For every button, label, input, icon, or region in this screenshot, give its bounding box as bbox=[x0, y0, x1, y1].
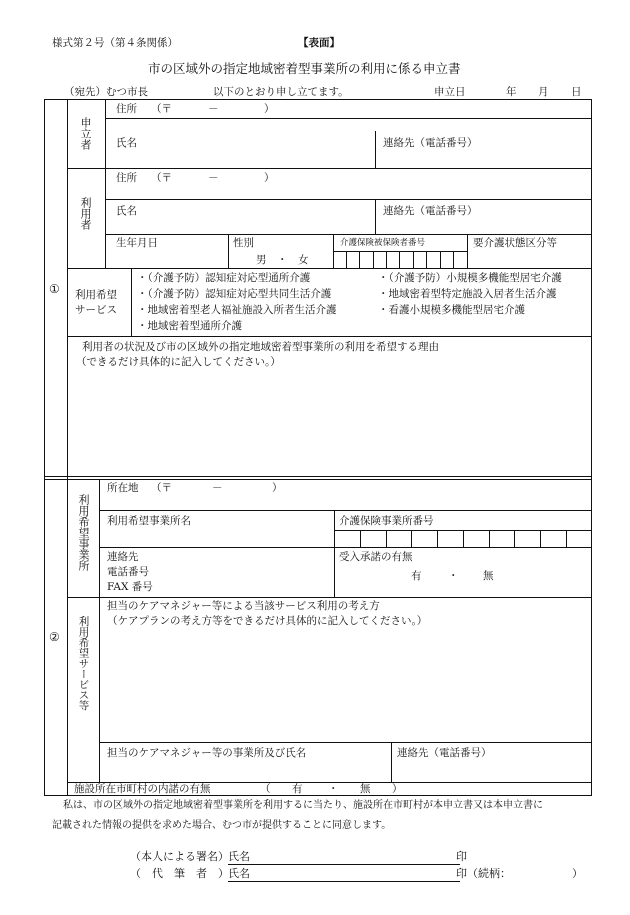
municipality-dot: ・ bbox=[328, 783, 339, 795]
user-sex-label: 性別 bbox=[233, 237, 254, 249]
addressee: （宛先）むつ市長 bbox=[64, 86, 148, 98]
user-postal-close: ） bbox=[264, 172, 275, 184]
applicant-label: 申立者 bbox=[79, 117, 92, 150]
office-contact-3: FAX 番号 bbox=[107, 581, 153, 593]
office-label: 利用希望事業所 bbox=[77, 494, 90, 571]
reason-label: 利用者の状況及び市の区域外の指定地域密着型事業所の利用を希望する理由 bbox=[82, 341, 439, 353]
user-bottom-line bbox=[67, 268, 592, 269]
insured-cell-divider bbox=[373, 251, 374, 268]
office-no-cell-divider bbox=[566, 530, 567, 547]
user-insured-grid-top bbox=[333, 251, 467, 252]
office-contact-1: 連絡先 bbox=[107, 551, 139, 563]
side-label: 【表面】 bbox=[298, 37, 340, 49]
statement: 以下のとおり申し立てます。 bbox=[213, 86, 349, 98]
section-divider bbox=[44, 476, 592, 477]
user-address-label: 住所 bbox=[116, 172, 137, 184]
applicant-name-label: 氏名 bbox=[116, 137, 137, 149]
user-care-divider bbox=[467, 234, 468, 268]
section2-label-divider bbox=[99, 479, 100, 782]
municipality-close: ） bbox=[392, 783, 403, 795]
user-name-line bbox=[105, 234, 592, 235]
applicant-address-label: 住所 bbox=[116, 103, 137, 115]
office-no-divider bbox=[334, 510, 335, 597]
office-no-cell-divider bbox=[411, 530, 412, 547]
user-postal-open: （〒 bbox=[151, 172, 172, 184]
office-no-label: 介護保険事業所番号 bbox=[339, 515, 434, 527]
insured-cell-divider bbox=[453, 251, 454, 268]
office-no-cell-divider bbox=[540, 530, 541, 547]
service2-label: 利用希望サービス等 bbox=[77, 616, 90, 711]
insured-cell-divider bbox=[413, 251, 414, 268]
office-postal-open: （〒 bbox=[151, 482, 172, 494]
date-label: 申立日 bbox=[434, 86, 466, 98]
self-signature-label: （本人による署名） bbox=[130, 850, 229, 863]
user-label: 利用者 bbox=[79, 197, 92, 230]
care-view-note: （ケアプランの考え方等をできるだけ具体的に記入してください。） bbox=[107, 615, 428, 627]
form-frame bbox=[44, 99, 592, 796]
service-item: ・（介護予防）認知症対応型通所介護 bbox=[137, 272, 311, 284]
service-item: ・地域密着型通所介護 bbox=[137, 320, 242, 332]
office-postal-dash: － bbox=[212, 482, 223, 494]
year-label: 年 bbox=[506, 86, 517, 98]
municipality-open: （ bbox=[260, 783, 271, 795]
office-postal-close: ） bbox=[272, 482, 283, 494]
service-label-divider bbox=[131, 268, 132, 336]
insured-cell-divider bbox=[440, 251, 441, 268]
page-title: 市の区域外の指定地域密着型事業所の利用に係る申立書 bbox=[148, 61, 461, 76]
office-no-cell-divider bbox=[489, 530, 490, 547]
office-consent-no: 無 bbox=[483, 570, 494, 582]
service-bottom-line bbox=[67, 336, 592, 337]
label-column-divider bbox=[105, 99, 106, 268]
section-divider-2 bbox=[44, 479, 592, 480]
office-contact-2: 電話番号 bbox=[107, 566, 149, 578]
service-item: ・地域密着型老人福祉施設入所者生活介護 bbox=[137, 304, 337, 316]
consent-text-2: 記載された情報の提供を求めた場合、むつ市が提供することに同意します。 bbox=[52, 820, 392, 831]
insured-cell-divider bbox=[399, 251, 400, 268]
office-location-label: 所在地 bbox=[107, 482, 139, 494]
office-no-cell-divider bbox=[463, 530, 464, 547]
cm-office-label: 担当のケアマネジャー等の事業所及び氏名 bbox=[107, 747, 307, 759]
form-number: 様式第２号（第４条関係） bbox=[52, 37, 178, 49]
proxy-signature-label: （ 代 筆 者 ） bbox=[130, 867, 229, 880]
service-item: ・（介護予防）認知症対応型共同生活介護 bbox=[137, 288, 332, 300]
municipality-no: 無 bbox=[360, 783, 371, 795]
user-insured-label: 介護保険被保険者番号 bbox=[340, 238, 426, 248]
office-consent-label: 受入承諾の有無 bbox=[339, 551, 413, 563]
self-name-line bbox=[228, 864, 460, 865]
self-name-label: 氏名 bbox=[228, 850, 250, 863]
user-sex-options: 男 ・ 女 bbox=[256, 254, 309, 266]
office-no-cell-divider bbox=[437, 530, 438, 547]
care-view-bottom-line bbox=[99, 742, 592, 743]
insured-cell-divider bbox=[426, 251, 427, 268]
office-location-line bbox=[99, 510, 592, 511]
section-column-divider bbox=[67, 99, 68, 796]
care-view-label: 担当のケアマネジャー等による当該サービス利用の考え方 bbox=[107, 600, 380, 612]
proxy-seal-relation: 印（続柄： bbox=[456, 867, 511, 880]
service-label-1: 利用希望 bbox=[75, 289, 117, 301]
office-name-line bbox=[99, 547, 592, 548]
office-name-label: 利用希望事業所名 bbox=[107, 515, 191, 527]
service-item: ・看護小規模多機能型居宅介護 bbox=[378, 304, 525, 316]
proxy-name-label: 氏名 bbox=[228, 867, 250, 880]
cm-contact-label: 連絡先（電話番号） bbox=[397, 747, 492, 759]
applicant-postal-close: ） bbox=[264, 103, 275, 115]
insured-cell-divider bbox=[359, 251, 360, 268]
month-label: 月 bbox=[538, 86, 549, 98]
user-address-line bbox=[105, 199, 592, 200]
office-no-cell-divider bbox=[514, 530, 515, 547]
applicant-contact-divider bbox=[375, 131, 376, 168]
day-label: 日 bbox=[571, 86, 582, 98]
proxy-relation-close: ） bbox=[572, 867, 583, 880]
cm-contact-divider bbox=[391, 742, 392, 782]
applicant-postal-open: （〒 bbox=[151, 103, 172, 115]
self-seal: 印 bbox=[456, 850, 467, 863]
service-item: ・（介護予防）小規模多機能型居宅介護 bbox=[378, 272, 562, 284]
user-birth-label: 生年月日 bbox=[116, 237, 158, 249]
office-consent-yes: 有 bbox=[411, 570, 422, 582]
office-no-cell-divider bbox=[360, 530, 361, 547]
applicant-address-line bbox=[105, 118, 592, 119]
insured-cell-divider bbox=[346, 251, 347, 268]
user-postal-dash: － bbox=[208, 172, 219, 184]
user-care-level-label: 要介護状態区分等 bbox=[473, 237, 557, 249]
user-contact-divider bbox=[375, 199, 376, 234]
reason-note: （できるだけ具体的に記入してください。） bbox=[76, 356, 281, 368]
user-name-label: 氏名 bbox=[116, 205, 137, 217]
service-label-2: サービス bbox=[75, 304, 117, 316]
applicant-contact-label: 連絡先（電話番号） bbox=[383, 137, 478, 149]
service-item: ・地域密着型特定施設入居者生活介護 bbox=[378, 288, 557, 300]
section1-number: ① bbox=[49, 282, 60, 296]
applicant-bottom-line bbox=[67, 168, 592, 169]
section2-number: ② bbox=[49, 630, 60, 644]
office-consent-dot: ・ bbox=[448, 570, 459, 582]
insured-cell-divider bbox=[386, 251, 387, 268]
consent-text-1: 私は、市の区域外の指定地域密着型事業所を利用するに当たり、施設所在市町村が本申立書又は本申立書に bbox=[63, 800, 543, 811]
proxy-name-line bbox=[228, 881, 460, 882]
user-contact-label: 連絡先（電話番号） bbox=[383, 205, 478, 217]
office-no-cell-divider bbox=[386, 530, 387, 547]
applicant-postal-dash: － bbox=[208, 103, 219, 115]
office-bottom-line bbox=[67, 597, 592, 598]
municipality-yes: 有 bbox=[292, 783, 303, 795]
municipality-label: 施設所在市町村の内諾の有無 bbox=[74, 783, 211, 795]
user-sex-divider bbox=[228, 234, 229, 268]
